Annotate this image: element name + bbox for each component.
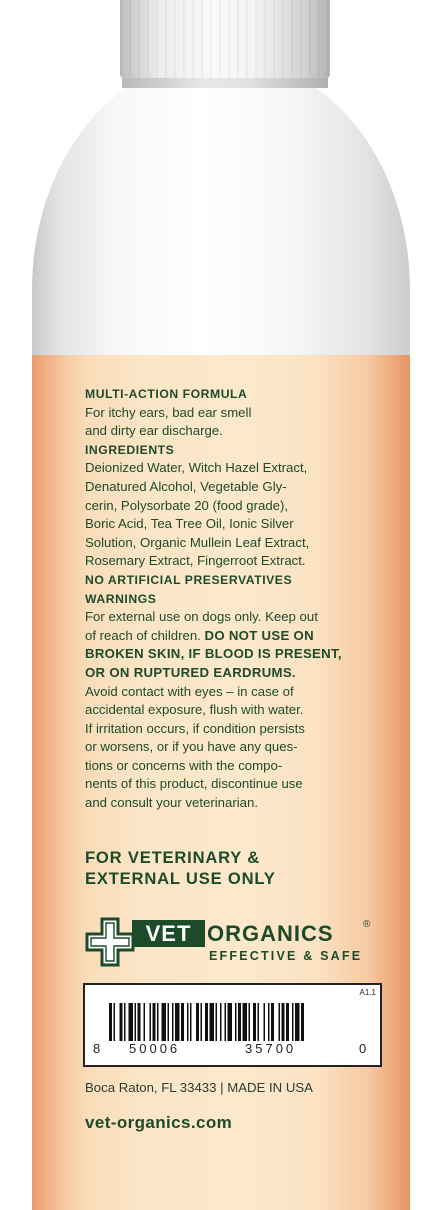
warnings-line: and consult your veterinarian. <box>85 795 259 811</box>
warnings-line: nents of this product, discontinue use <box>85 776 303 792</box>
barcode-bar <box>220 1003 222 1041</box>
warnings-text: of reach of children. <box>85 627 205 643</box>
barcode-bar <box>124 1003 126 1041</box>
warnings-line: accidental exposure, flush with water. <box>85 702 304 718</box>
warnings-line <box>85 627 375 646</box>
ingredients-line: Rosemary Extract, Fingerroot Extract. <box>85 553 306 569</box>
barcode-bar <box>258 1003 260 1041</box>
barcode-bar <box>279 1003 281 1041</box>
warnings-line: If irritation occurs, if condition persists <box>85 720 305 736</box>
barcode <box>83 983 382 1067</box>
barcode-bar <box>253 1003 256 1041</box>
label-text <box>85 385 375 813</box>
barcode-bar <box>264 1003 266 1041</box>
barcode-bar <box>286 1003 289 1041</box>
vet-use-line: FOR VETERINARY & <box>85 848 261 867</box>
cap-neck <box>122 78 328 88</box>
barcode-bar <box>144 1003 146 1041</box>
barcode-bar <box>162 1003 167 1041</box>
no-preservatives: NO ARTIFICIAL PRESERVATIVES <box>85 572 293 587</box>
barcode-bar <box>271 1003 274 1041</box>
barcode-bar <box>109 1003 112 1041</box>
barcode-bar <box>168 1003 170 1041</box>
warnings-line: or worsens, or if you have any ques- <box>85 739 298 755</box>
warnings-bold-text: DO NOT USE ON <box>204 627 314 643</box>
barcode-bar <box>135 1003 137 1041</box>
ingredients-line: cerin, Polysorbate 20 (food grade), <box>85 497 289 513</box>
barcode-code: A1.1 <box>359 988 376 997</box>
brand-logo <box>85 917 385 967</box>
barcode-bar <box>187 1003 189 1041</box>
formula-line: and dirty ear discharge. <box>85 423 223 439</box>
ingredients-line: Deionized Water, Witch Hazel Extract, <box>85 460 308 476</box>
barcode-bar <box>235 1003 237 1041</box>
barcode-bars <box>109 1003 354 1041</box>
registered-mark: ® <box>363 919 371 930</box>
barcode-bar <box>210 1003 215 1041</box>
logo-vet-text: VET <box>132 920 205 947</box>
address-line: Boca Raton, FL 33433 | MADE IN USA <box>85 1080 313 1095</box>
ingredients-heading: INGREDIENTS <box>85 442 175 457</box>
barcode-bar <box>282 1003 285 1041</box>
vet-use-line: EXTERNAL USE ONLY <box>85 869 276 888</box>
barcode-group-1: 50006 <box>129 1041 181 1056</box>
barcode-bar <box>268 1003 270 1041</box>
warnings-line: Avoid contact with eyes – in case of <box>85 683 294 699</box>
barcode-bar <box>190 1003 192 1041</box>
barcode-bar <box>157 1003 159 1041</box>
vet-use-notice <box>85 847 375 889</box>
logo-tagline: EFFECTIVE & SAFE <box>209 949 363 963</box>
formula-line: For itchy ears, bad ear smell <box>85 404 252 420</box>
barcode-bar <box>129 1003 134 1041</box>
barcode-bar <box>172 1003 174 1041</box>
barcode-bar <box>228 1003 233 1041</box>
formula-heading: MULTI-ACTION FORMULA <box>85 387 248 401</box>
vet-cross-icon <box>85 917 135 967</box>
barcode-bar <box>295 1003 300 1041</box>
barcode-bar <box>196 1003 199 1041</box>
barcode-bar <box>201 1003 203 1041</box>
ingredients-line: Solution, Organic Mullein Leaf Extract, <box>85 534 310 550</box>
barcode-bar <box>138 1003 141 1041</box>
barcode-bar <box>150 1003 152 1041</box>
barcode-bar <box>120 1003 123 1041</box>
barcode-bar <box>205 1003 208 1041</box>
barcode-digit-right: 0 <box>359 1041 367 1056</box>
website-url: vet-organics.com <box>85 1113 233 1132</box>
barcode-bar <box>216 1003 218 1041</box>
barcode-bar <box>292 1003 294 1041</box>
barcode-bar <box>114 1003 116 1041</box>
barcode-bar <box>225 1003 227 1041</box>
barcode-bar <box>238 1003 241 1041</box>
barcode-bar <box>249 1003 251 1041</box>
warnings-heading: WARNINGS <box>85 591 157 606</box>
barcode-group-2: 35700 <box>245 1041 297 1056</box>
warnings-bold-line: BROKEN SKIN, IF BLOOD IS PRESENT, <box>85 646 342 662</box>
warnings-bold-line: OR ON RUPTURED EARDRUMS. <box>85 664 296 680</box>
logo-organics-text: ORGANICS <box>207 921 334 946</box>
barcode-bar <box>243 1003 248 1041</box>
barcode-bar <box>181 1003 184 1041</box>
ingredients-line: Denatured Alcohol, Vegetable Gly- <box>85 478 287 494</box>
barcode-bar <box>301 1003 304 1041</box>
barcode-digit-left: 8 <box>93 1041 101 1056</box>
barcode-bar <box>153 1003 156 1041</box>
cap-ridges <box>120 0 330 78</box>
bottle-cap <box>120 0 330 78</box>
ingredients-line: Boric Acid, Tea Tree Oil, Ionic Silver <box>85 516 294 532</box>
barcode-bar <box>175 1003 180 1041</box>
warnings-line: For external use on dogs only. Keep out <box>85 609 318 625</box>
warnings-line: tions or concerns with the compo- <box>85 757 283 773</box>
